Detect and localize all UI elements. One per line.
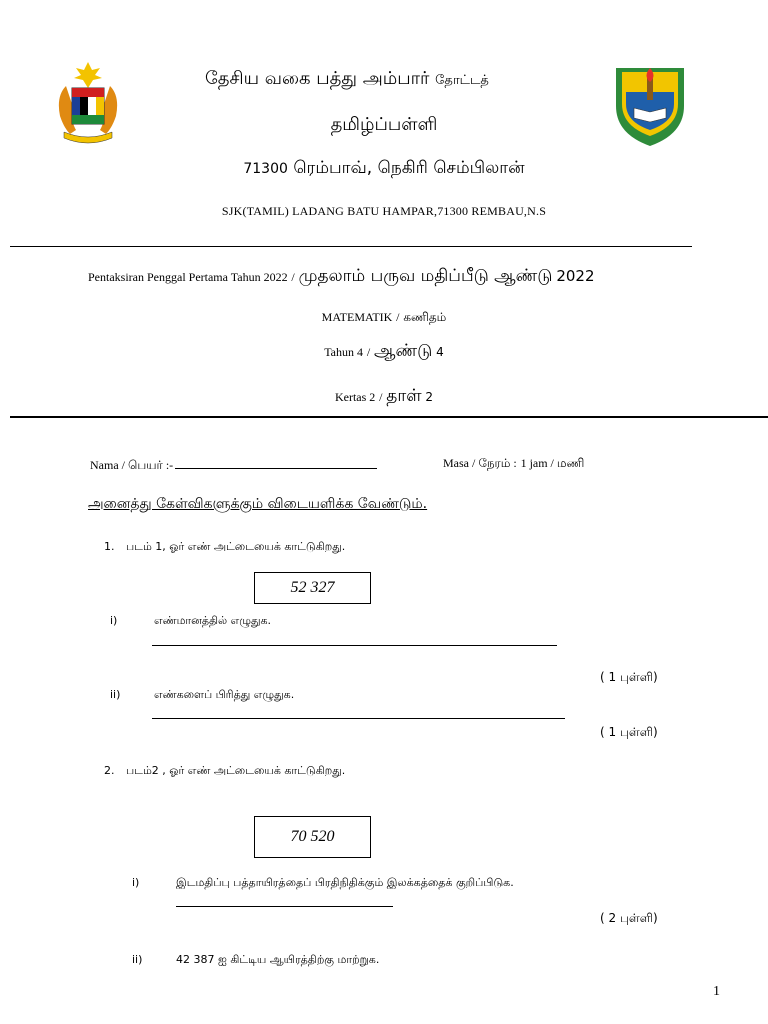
school-name-line1 [205, 68, 489, 91]
answer-line[interactable] [152, 645, 557, 646]
name-row [90, 456, 377, 474]
number-card: 52 327 [254, 572, 371, 604]
instruction: அனைத்து கேள்விகளுக்கும் விடையளிக்க வேண்டும். [88, 496, 428, 512]
part-label: i) [132, 876, 140, 889]
part-label: i) [110, 614, 118, 627]
name-label: Nama / பெயர் :- [90, 458, 174, 472]
question-text: படம் 1, ஓர் எண் அட்டையைக் காட்டுகிறது. [126, 540, 346, 553]
grade-malay: Tahun 4 [324, 345, 364, 359]
name-field[interactable] [175, 456, 377, 469]
time-row [443, 456, 584, 472]
grade-number: 4 [436, 345, 444, 359]
header-divider [10, 246, 692, 247]
school-type: தமிழ்ப்பள்ளி [330, 114, 438, 135]
question-text: படம்2 , ஓர் எண் அட்டையைக் காட்டுகிறது. [126, 764, 346, 777]
assessment-tamil: முதலாம் பருவ மதிப்பீடு ஆண்டு [298, 266, 553, 286]
separator: / [291, 270, 295, 284]
part-label: ii) [110, 688, 121, 701]
paper-malay: Kertas 2 [334, 390, 376, 404]
part-text: எண்களைப் பிரித்து எழுதுக. [154, 688, 295, 701]
part-text: 42 387 ஐ கிட்டிய ஆயிரத்திற்கு மாற்றுக. [176, 953, 380, 966]
part-text: இடமதிப்பு பத்தாயிரத்தைப் பிரதிநிதிக்கும் இலக்கத்தைக் குறிப்பிடுக. [176, 876, 514, 889]
subject-malay: MATEMATIK [321, 310, 393, 324]
paper-line [0, 386, 768, 408]
paper-number: 2 [425, 390, 434, 404]
separator: / [396, 310, 400, 324]
school-name-main: தேசிய வகை பத்து அம்பார் [205, 68, 430, 89]
part-label: ii) [132, 953, 143, 966]
location: ரெம்பாவ், நெகிரி செம்பிலான் [293, 158, 525, 178]
part-text: எண்மானத்தில் எழுதுக. [154, 614, 272, 627]
time-value: 1 jam / மணி [520, 456, 585, 470]
separator: / [379, 390, 383, 404]
answer-line[interactable] [152, 718, 565, 719]
postcode: 71300 [243, 161, 288, 177]
question-number: 2. [104, 764, 115, 777]
paper-tamil: தாள் [386, 386, 422, 406]
question-number: 1. [104, 540, 115, 553]
separator: / [366, 345, 371, 359]
subject-line [0, 310, 768, 326]
section-divider [10, 416, 768, 418]
grade-line [0, 341, 768, 363]
grade-tamil: ஆண்டு [374, 341, 433, 361]
school-address-english: SJK(TAMIL) LADANG BATU HAMPAR,71300 REMBAU,N.S [221, 204, 547, 218]
marks: ( 1 புள்ளி) [600, 670, 658, 684]
page-number: 1 [713, 984, 720, 999]
school-name-estate: தோட்டத் [435, 73, 489, 88]
time-label: Masa / நேரம் : [443, 456, 517, 470]
number-card: 70 520 [254, 816, 371, 858]
assessment-year: 2022 [556, 267, 595, 285]
marks: ( 2 புள்ளி) [600, 911, 658, 925]
subject-tamil: கணிதம் [403, 310, 447, 324]
marks: ( 1 புள்ளி) [600, 725, 658, 739]
assessment-malay: Pentaksiran Penggal Pertama Tahun 2022 [88, 270, 288, 284]
school-address-tamil [0, 158, 768, 180]
answer-line[interactable] [176, 906, 393, 907]
assessment-title [88, 266, 595, 288]
